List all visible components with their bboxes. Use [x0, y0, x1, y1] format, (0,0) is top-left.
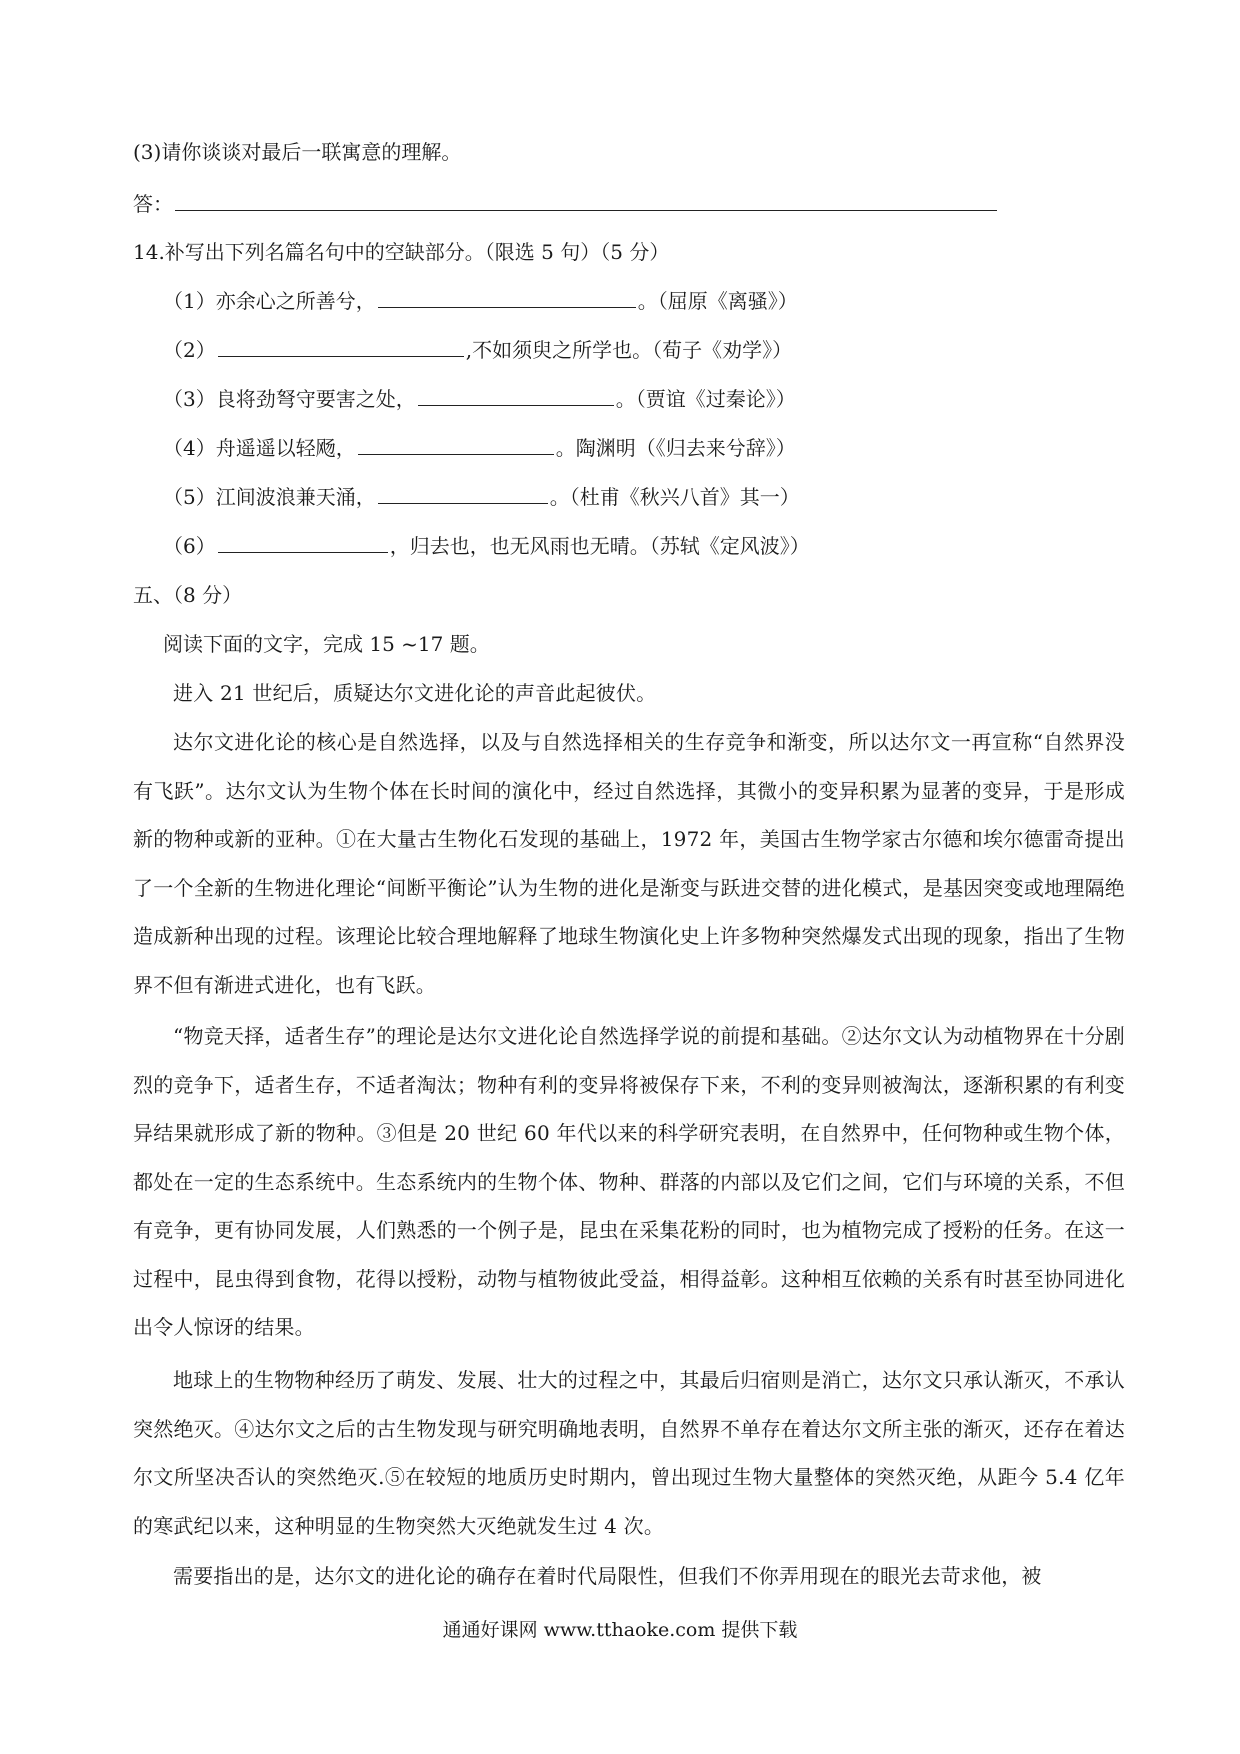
item-number: （3） — [163, 387, 216, 411]
passage-paragraph-3: “物竞天择，适者生存”的理论是达尔文进化论自然选择学说的前提和基础。②达尔文认为动植物界在十分剧烈的竞争下，适者生存，不适者淘汰；物种有利的变异将被保存下来，不利的变异则被淘汰，逐渐积累的有利变异结果就形成了新的物种。③但是 20 世纪 60 年代以来的科学研究表明，在自然界中，任何物种或生物个体，都处在一定的生态系统中。生态系统内的生物个体、物种、群落的内部以及它们之间，它们与环境的关系，不但有竞争，更有协同发展，人们熟悉的一个例子是，昆虫在采集花粉的同时，也为植物完成了授粉的任务。在这一过程中，昆虫得到食物，花得以授粉，动物与植物彼此受益，相得益彰。这种相互依赖的关系有时甚至协同进化出令人惊讶的结果。 — [133, 1024, 1125, 1339]
answer-blank[interactable] — [175, 192, 997, 211]
q14-item-2 — [163, 336, 792, 364]
passage-paragraph-2: 达尔文进化论的核心是自然选择，以及与自然选择相关的生存竞争和渐变，所以达尔文一再宣称“自然界没有飞跃”。达尔文认为生物个体在长时间的演化中，经过自然选择，其微小的变异积累为显著的变异，于是形成新的物种或新的亚种。①在大量古生物化石发现的基础上，1972 年，美国古生物学家古尔德和埃尔德雷奇提出了一个全新的生物进化理论“间断平衡论”认为生物的进化是渐变与跃进交替的进化模式，是基因突变或地理隔绝造成新种出现的过程。该理论比较合理地解释了地球生物演化史上许多物种突然爆发式出现的现象，指出了生物界不但有渐进式进化，也有飞跃。 — [133, 730, 1125, 997]
item-text-after: 。（杜甫《秋兴八首》其一） — [549, 485, 800, 509]
fill-blank[interactable] — [218, 534, 388, 553]
page-footer: 通通好课网 www.tthaoke.com 提供下载 — [442, 1619, 798, 1641]
fill-blank[interactable] — [418, 387, 614, 406]
item-text-after: 。陶渊明（《归去来兮辞》） — [555, 436, 796, 460]
passage-paragraph-5: 需要指出的是，达尔文的进化论的确存在着时代局限性，但我们不你弄用现在的眼光去苛求他，被 — [173, 1564, 1042, 1588]
fill-blank[interactable] — [378, 485, 548, 504]
item-text-after: 。（屈原《离骚》） — [637, 289, 798, 313]
item-number: （6） — [163, 534, 216, 558]
item-text-after: ，归去也，也无风雨也无晴。（苏轼《定风波》） — [389, 534, 810, 558]
question-14-heading: 14.补写出下列名篇名句中的空缺部分。（限选 5 句）（5 分） — [133, 240, 670, 264]
item-number: （4） — [163, 436, 216, 460]
item-number: （5） — [163, 485, 216, 509]
item-text-before: 良将劲弩守要害之处， — [215, 387, 416, 411]
reading-instruction: 阅读下面的文字，完成 15 ~17 题。 — [163, 632, 490, 656]
section-5-heading: 五、（8 分） — [133, 583, 243, 607]
q14-item-3 — [163, 385, 796, 413]
item-text-before: 亦余心之所善兮， — [215, 289, 376, 313]
passage-paragraph-1: 进入 21 世纪后，质疑达尔文进化论的声音此起彼伏。 — [173, 681, 657, 705]
answer-label: 答： — [133, 192, 173, 216]
question-13-part-3: (3)请你谈谈对最后一联寓意的理解。 — [133, 140, 462, 164]
item-text-after: ,不如须臾之所学也。（荀子《劝学》） — [465, 338, 793, 362]
fill-blank[interactable] — [218, 338, 464, 357]
item-text-after: 。（贾谊《过秦论》） — [615, 387, 796, 411]
fill-blank[interactable] — [358, 436, 554, 455]
item-number: （1） — [163, 289, 216, 313]
answer-line — [133, 190, 999, 218]
q14-item-5 — [163, 483, 800, 511]
q14-item-4 — [163, 434, 796, 462]
item-number: （2） — [163, 338, 216, 362]
q14-item-6 — [163, 532, 810, 560]
passage-paragraph-4: 地球上的生物物种经历了萌发、发展、壮大的过程之中，其最后归宿则是消亡，达尔文只承认渐灭，不承认突然绝灭。④达尔文之后的古生物发现与研究明确地表明，自然界不单存在着达尔文所主张的渐灭，还存在着达尔文所坚决否认的突然绝灭.⑤在较短的地质历史时期内，曾出现过生物大量整体的突然灭绝，从距今 5.4 亿年的寒武纪以来，这种明显的生物突然大灭绝就发生过 4 次。 — [133, 1368, 1125, 1538]
q14-item-1 — [163, 287, 798, 315]
item-text-before: 江间波浪兼天涌， — [215, 485, 376, 509]
fill-blank[interactable] — [378, 289, 636, 308]
item-text-before: 舟遥遥以轻飏， — [215, 436, 356, 460]
